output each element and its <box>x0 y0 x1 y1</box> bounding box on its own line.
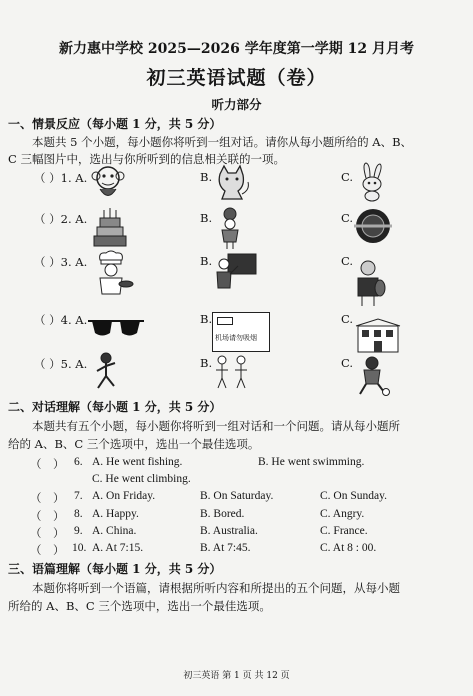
q10-number: 10. <box>72 542 87 554</box>
chef-picture <box>88 250 134 298</box>
section2-instruction-line2: 给的 A、B、C 三个选项中，选出一个最佳选项。 <box>8 437 260 451</box>
q3-option-b-label: B. <box>200 254 213 268</box>
q10-option-b: B. At 7:45. <box>200 542 251 554</box>
exam-title: 初三英语试题（卷） <box>146 67 327 89</box>
section1-instruction-line2: C 三幅图片中，选出与你所听到的信息相关联的一项。 <box>8 152 285 166</box>
monkey-picture <box>88 164 128 202</box>
page-footer: 初三英语 第 1 页 共 12 页 <box>183 671 290 681</box>
section3-heading: 三、语篇理解（每小题 1 分，共 5 分） <box>8 562 222 576</box>
q7-number: 7. <box>74 490 83 502</box>
q8-number: 8. <box>74 508 83 520</box>
flower-girl-picture <box>214 206 246 250</box>
q10-option-a: A. At 7:15. <box>92 542 144 554</box>
cake-picture <box>92 206 128 250</box>
part-subtitle: 听力部分 <box>211 97 262 112</box>
q5-option-c-label: C. <box>341 356 354 370</box>
q6-number: 6. <box>74 456 83 468</box>
football-player-picture <box>352 356 392 396</box>
violin-player-picture <box>350 260 390 308</box>
q6-option-b: B. He went swimming. <box>258 456 365 468</box>
q1-option-c-label: C. <box>341 170 354 184</box>
section3-instruction-line2: 所给的 A、B、C 三个选项中，选出一个最佳选项。 <box>8 599 271 613</box>
q8-option-a: A. Happy. <box>92 508 139 520</box>
q5-label: （ ）5. A. <box>34 357 88 371</box>
sign-text: 机场请勿吸烟 <box>215 334 257 342</box>
section2-instruction-line1: 本题共有五个小题，每小题你将听到一组对话和一个问题。请从每小题所 <box>32 419 400 433</box>
school-line: 新力惠中学校 2025—2026 学年度第一学期 12 月月考 <box>59 41 414 57</box>
q6-answer-blank[interactable]: （ ） <box>30 459 65 471</box>
sunglasses-picture <box>86 318 146 340</box>
section3-instruction-line1: 本题你将听到一个语篇，请根据所听内容和所提出的五个问题，从每小题 <box>32 581 400 595</box>
q6-option-a: A. He went fishing. <box>92 456 183 468</box>
q9-option-b: B. Australia. <box>200 525 258 537</box>
section1-instruction-line1: 本题共 5 个小题，每小题你将听到一组对话。请你从每小题所给的 A、B、 <box>32 135 413 149</box>
q7-option-c: C. On Sunday. <box>320 490 387 502</box>
q3-label: （ ）3. A. <box>34 255 88 269</box>
q10-answer-blank[interactable]: （ ） <box>30 545 65 557</box>
q7-answer-blank[interactable]: （ ） <box>30 493 65 505</box>
q9-option-a: A. China. <box>92 525 137 537</box>
rabbit-picture <box>352 162 392 202</box>
q3-option-c-label: C. <box>341 254 354 268</box>
q7-option-b: B. On Saturday. <box>200 490 274 502</box>
q4-label: （ ）4. A. <box>34 313 88 327</box>
section1-heading: 一、情景反应（每小题 1 分，共 5 分） <box>8 117 222 131</box>
no-smoking-sign-picture <box>212 312 270 352</box>
q1-option-b-label: B. <box>200 170 213 184</box>
running-boy-picture <box>92 352 120 392</box>
section2-heading: 二、对话理解（每小题 1 分，共 5 分） <box>8 400 222 414</box>
teacher-blackboard-picture <box>214 250 258 292</box>
q9-answer-blank[interactable]: （ ） <box>30 528 65 540</box>
q7-option-a: A. On Friday. <box>92 490 156 502</box>
q1-label: （ ）1. A. <box>34 171 88 185</box>
q2-label: （ ）2. A. <box>34 212 88 226</box>
cat-picture <box>212 164 252 202</box>
q2-option-b-label: B. <box>200 211 213 225</box>
badge-logo-picture <box>352 206 394 246</box>
q6-option-c: C. He went climbing. <box>92 473 191 485</box>
q8-option-b: B. Bored. <box>200 508 245 520</box>
q9-option-c: C. France. <box>320 525 368 537</box>
cigarette-icon <box>217 317 233 325</box>
q5-option-b-label: B. <box>200 356 213 370</box>
q8-option-c: C. Angry. <box>320 508 365 520</box>
two-children-picture <box>212 354 252 390</box>
q4-option-c-label: C. <box>341 312 354 326</box>
building-picture <box>354 318 402 354</box>
q10-option-c: C. At 8 : 00. <box>320 542 377 554</box>
q9-number: 9. <box>74 525 83 537</box>
q8-answer-blank[interactable]: （ ） <box>30 511 65 523</box>
q4-option-b-label: B. <box>200 312 213 326</box>
q2-option-c-label: C. <box>341 211 354 225</box>
